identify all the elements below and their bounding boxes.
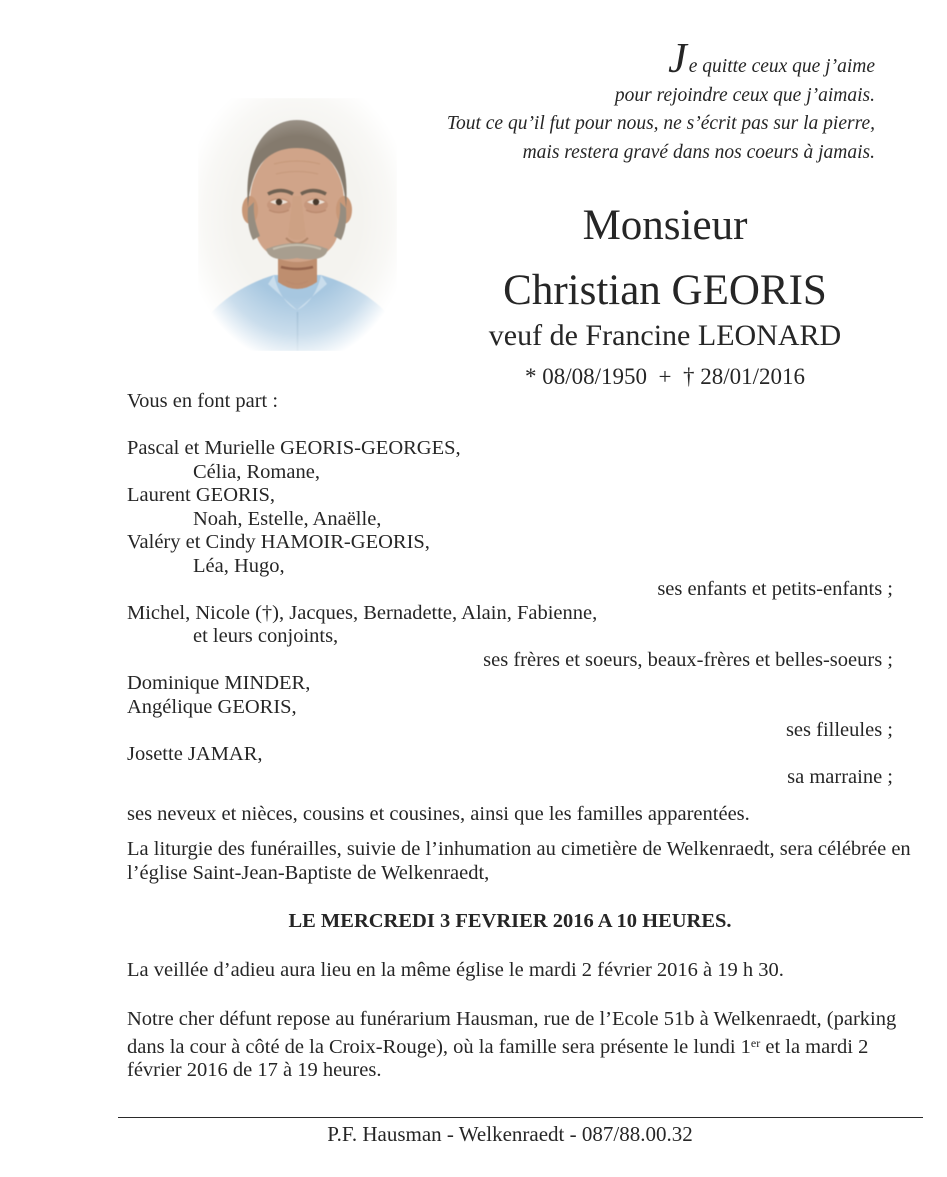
family-line: et leurs conjoints, xyxy=(193,625,339,647)
portrait-photo xyxy=(198,98,397,351)
announcement-intro: Vous en font part : xyxy=(127,390,279,412)
relation-label: ses filleules ; xyxy=(785,719,893,741)
family-line: Angélique GEORIS, xyxy=(127,695,297,718)
epitaph-line-2: pour rejoindre ceux que j’aimais. xyxy=(614,84,875,106)
epitaph-line-3: Tout ce qu’il fut pour nous, ne s’écrit pas sur la pierre, xyxy=(446,113,875,134)
life-dates: * 08/08/1950 + † 28/01/2016 xyxy=(524,364,806,389)
repose-line-2-text: dans la cour à côté de la Croix-Rouge), où la famille sera présente le lundi 1 xyxy=(127,1035,751,1058)
ordinal-superscript: er xyxy=(750,1035,761,1050)
family-line: Dominique MINDER, xyxy=(127,672,311,694)
family-line: Josette JAMAR, xyxy=(127,742,263,765)
epitaph-line-1 xyxy=(447,36,875,82)
epitaph-quote xyxy=(446,36,875,167)
epitaph-line-1-text: e quitte ceux que j’aime xyxy=(688,56,875,77)
relation-label: ses enfants et petits-enfants ; xyxy=(657,578,893,600)
family-line: Léa, Hugo, xyxy=(193,554,285,577)
repose-line-1: Notre cher défunt repose au funérarium Hausman, rue de l’Ecole 51b à Welkenraedt, (parking xyxy=(127,1008,897,1030)
family-line: Noah, Estelle, Anaëlle, xyxy=(193,507,382,530)
family-line: Pascal et Murielle GEORIS-GEORGES, xyxy=(127,437,461,459)
repose-line-2 xyxy=(127,1032,893,1060)
footer-divider xyxy=(118,1117,923,1118)
deceased-name: Christian GEORIS xyxy=(503,267,827,314)
liturgy-line-2: l’église Saint-Jean-Baptiste de Welkenraedt, xyxy=(127,861,490,884)
body-text xyxy=(127,390,911,1083)
relation-label: sa marraine ; xyxy=(787,766,893,788)
relation-label: ses frères et soeurs, beaux-frères et belles-soeurs ; xyxy=(483,648,893,671)
family-line: Valéry et Cindy HAMOIR-GEORIS, xyxy=(127,531,430,553)
family-line: Laurent GEORIS, xyxy=(127,484,276,506)
family-line: Michel, Nicole (†), Jacques, Bernadette, Alain, Fabienne, xyxy=(127,601,598,624)
repose-line-2-text-after: et la mardi 2 xyxy=(760,1035,869,1058)
epitaph-line-4: mais restera gravé dans nos coeurs à jamais. xyxy=(522,141,875,163)
epitaph-initial: J xyxy=(668,36,687,82)
liturgy-line-1: La liturgie des funérailles, suivie de l’inhumation au cimetière de Welkenraedt, sera célébrée en xyxy=(127,838,911,860)
family-line: Célia, Romane, xyxy=(193,460,320,483)
salutation: Monsieur xyxy=(582,202,748,249)
ceremony-datetime: LE MERCREDI 3 FEVRIER 2016 A 10 HEURES. xyxy=(288,910,732,932)
vigil-line: La veillée d’adieu aura lieu en la même église le mardi 2 février 2016 à 19 h 30. xyxy=(127,958,784,981)
repose-line-3: février 2016 de 17 à 19 heures. xyxy=(127,1059,382,1081)
closing-family-line: ses neveux et nièces, cousins et cousines, ainsi que les familles apparentées. xyxy=(127,802,750,825)
relation-line: veuf de Francine LEONARD xyxy=(488,319,842,352)
funeral-home-contact: P.F. Hausman - Welkenraedt - 087/88.00.32 xyxy=(327,1122,693,1146)
